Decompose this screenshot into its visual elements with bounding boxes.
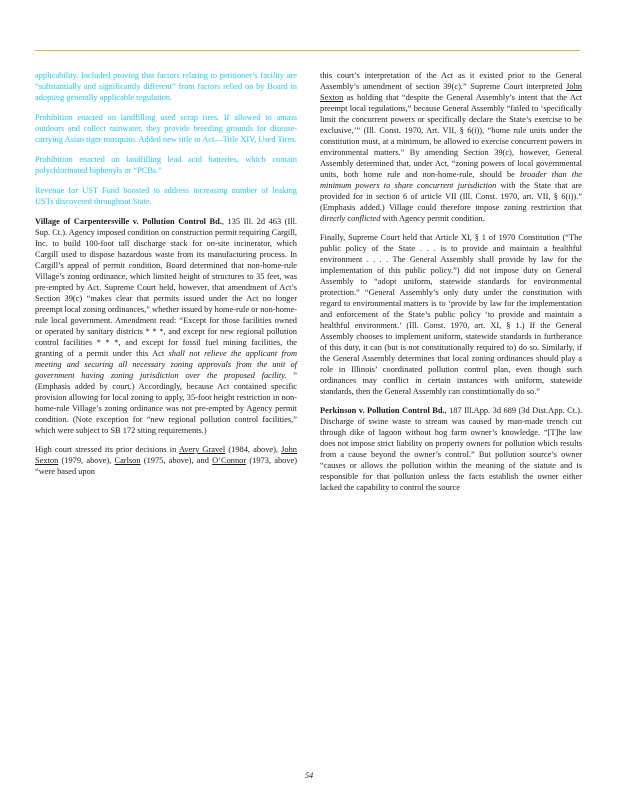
left-column	[35, 70, 297, 485]
text: High court stressed its prior decisions in	[35, 445, 179, 454]
case-text: , 187 Ill.App. 3d 689 (3d Dist.App. Ct.). Discharge of swine waste to stream was caused by man-made trench cut through dike of lagoon without hog farm owner’s knowledge. “[T]he law does not impose strict liability on property owners for pollution which results from a cause beyond the owner’s control.” But pollution source’s owner “causes or allows the pollution within the meaning of the statute and is responsible for that pollution unless the facts establish the owner either lacked the capability to control the source	[320, 406, 582, 492]
italic-phrase: directly conflicted	[320, 214, 381, 223]
village-carpentersville-paragraph	[35, 216, 297, 436]
header-rule	[35, 50, 580, 51]
highlight-item: Prohibition enacted on landfilling lead acid batteries, which contain polychlorinated biphenyls or “PCBs.”	[35, 155, 297, 175]
case-ref-sexton: John Sexton	[35, 445, 297, 465]
text: as holding that “despite the General Assembly’s intent that the Act preempt local regulations,” because General Assembly “failed to ‘specifically limit the concurrent powers or specifically declare the State’s exercise to be exclusive,’” (Ill. Const. 1970, Art. VII, § 6(i)), “home rule units under the constitution must, at a minimum, be allowed to exercise concurrent powers in environmental matters.” By amending Section 39(c), however, General Assembly determined that, under Act, “zoning powers of local governmental units, both home rule and non-home-rule, should be	[320, 93, 582, 179]
case-name: Village of Carpentersville v. Pollution Control Bd.	[35, 217, 222, 226]
text: with the State that are provided for in section 6 of article VII (Ill. Const. 1970, art. VII, § 6(i)).” (Emphasis added.) Village could therefore impose zoning restriction that	[320, 181, 582, 212]
perkinson-paragraph	[320, 405, 582, 493]
highlight-item: Prohibition enacted on landfilling used scrap tires. If allowed to amass outdoors and collect rainwater, they provide breeding grounds for disease-carrying Asian tiger mosquito. Added new title to Act—Title XIV, Used Tires.	[35, 113, 297, 144]
text: (1984, above),	[225, 445, 282, 454]
text: (1975, above), and	[140, 456, 213, 465]
case-name: Perkinson v. Pollution Control Bd.	[320, 406, 445, 415]
case-ref-carlson: Carlson	[114, 456, 141, 465]
italic-phrase: broader than the minimum powers to share concurrent jurisdiction	[320, 170, 583, 190]
constitution-paragraph: Finally, Supreme Court held that Article XI, § 1 of 1970 Constitution (“The public policy of the State . . . is to provide and maintain a healthful environment . . . . The General Assembly shall provide by law for the implementation of this public policy.”) did not impose duty on General Assembly to “adopt uniform, statewide standards for environmental protection.” “General Assembly’s only duty under the constitution with regard to environmental matters is to ‘provide by law for the implementation and enforcement of the State’s public policy ‘to provide and maintain a healthful environment.’ (Ill. Const. 1970, art. XI, § 1.) If the General Assembly chooses to implement uniform, statewide standards in furtherance of this duty, it can (but is not constitutionally required to) do so. Similarly, if the General Assembly determines that local zoning ordinances should play a role in Illinois’ coordinated pollution control plan, even though such ordinances may conflict in certain instances with uniform, statewide standards, then the General Assembly can constitutionally do so.”	[320, 233, 582, 396]
case-ref-oconnor: O’Connor	[212, 456, 247, 465]
right-column	[320, 70, 582, 501]
case-text-tail: ” (Emphasis added by court.) Accordingly, because Act contained specific provision allowing for local zoning to apply, 35-foot height restriction in non-home-rule Village’s zoning ordinance was not pre-empted by Agency permit condition. (Note exception for “new regional pollution control facilities,” which were subject to SB 172 siting requirements.)	[35, 371, 297, 435]
page-number: 54	[304, 771, 314, 780]
interpretation-paragraph	[320, 70, 582, 224]
text: (1979, above),	[58, 456, 115, 465]
text: this court’s interpretation of the Act as it existed prior to the General Assembly’s amendment of section 39(c).” Supreme Court interpreted	[320, 71, 582, 91]
case-ref-avery: Avery Gravel	[178, 445, 226, 454]
highlight-list	[35, 70, 297, 207]
case-text: , 135 Ill. 2d 463 (Ill. Sup. Ct.). Agency imposed condition on construction permit requiring Cargill, Inc. to build 100-foot tall discharge stack for on-site incinerator, which Cargill used to dispose hazardous waste from its manufacturing process. In Cargill’s appeal of permit condition, Board determined that non-home-rule Village’s zoning ordinance, which limited height of structures to 35 feet, was pre-empted by Act. Supreme Court held, however, that amendment of Act’s Section 39(c) “makes clear that permits issued under the Act no longer preempt local zoning ordinances,” whether issued by home-rule or non-home-rule local government. Amendment read: “Except for those facilities owned or operated by sanitary districts * * *, and except for new regional pollution control facilities * * *, and except for fossil fuel mining facilities, the granting of a permit under this Act	[35, 217, 297, 358]
highlight-item: Revenue for UST Fund boosted to address increasing number of leaking USTs discovered throughout State.	[35, 186, 297, 206]
highlight-item: applicability. Included proving that factors relating to petitioner’s facility are “substantially and significantly different” from factors relied on by Board in adopting generally applicable regulation.	[35, 71, 297, 102]
case-ref-sexton: John Sexton	[320, 82, 582, 102]
text: with Agency permit condition.	[380, 214, 485, 223]
text: (1973, above) “were based upon	[35, 456, 298, 476]
high-court-paragraph	[35, 444, 297, 477]
quote-italic: shall not relieve the applicant from meeting and securing all necessary zoning approvals from the unit of government having zoning jurisdiction over the proposed facility.	[35, 349, 298, 380]
